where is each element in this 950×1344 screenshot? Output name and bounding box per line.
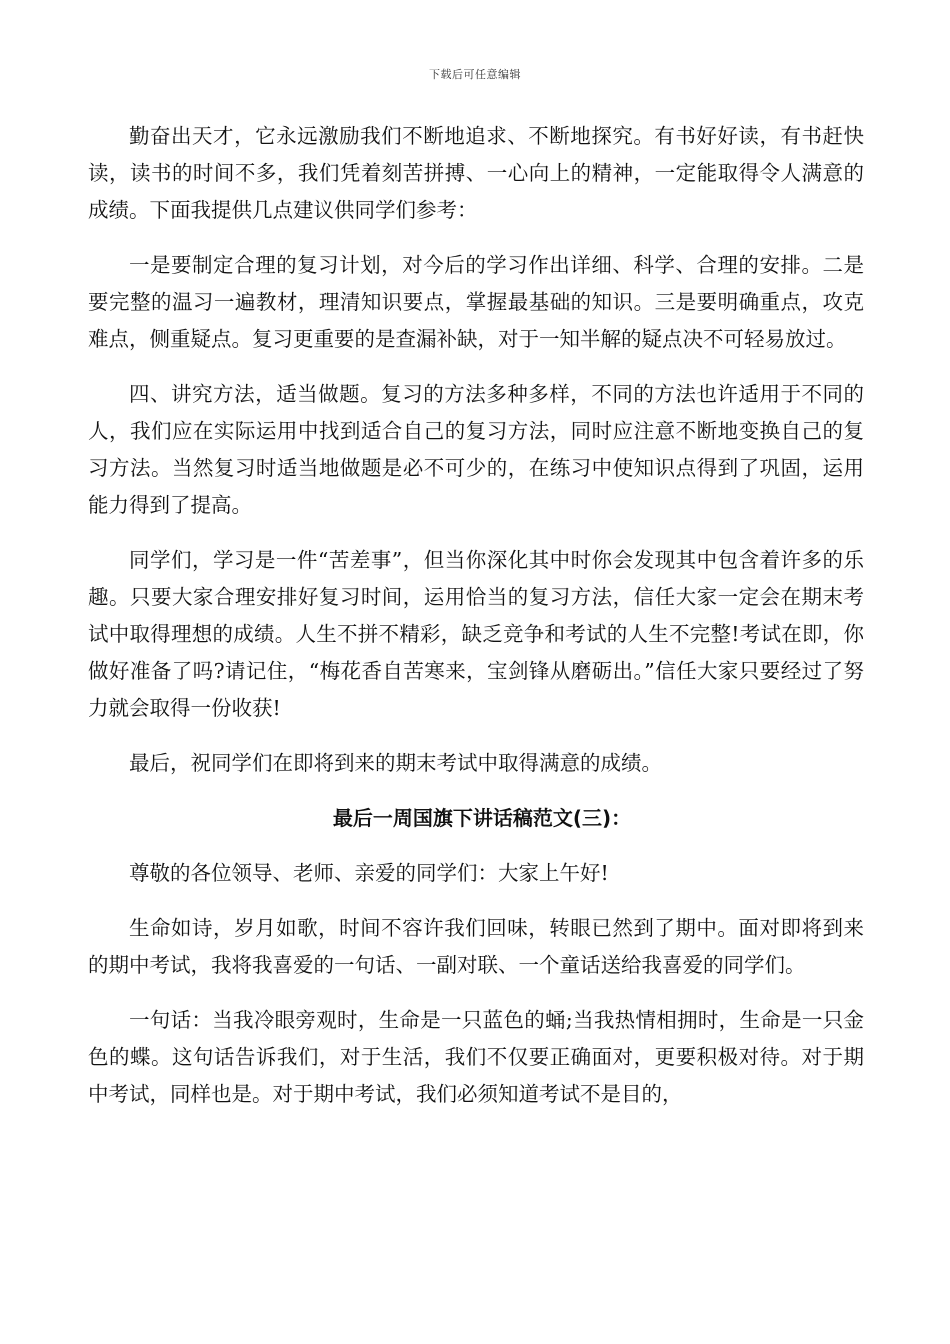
paragraph: 最后，祝同学们在即将到来的期末考试中取得满意的成绩。 <box>129 751 662 775</box>
section-heading: 最后一周国旗下讲话稿范文(三)： <box>332 806 632 830</box>
paragraph: 一句话：当我冷眼旁观时，生命是一只蓝色的蛹;当我热情相拥时，生命是一只金色的蝶。这句话告诉我们，对于生活，我们不仅要正确面对，更要积极对待。对于期中考试，同样也是。对于期中考试，我们必须知道考试不是目的， <box>88 1008 864 1106</box>
paragraph: 生命如诗，岁月如歌，时间不容许我们回味，转眼已然到了期中。面对即将到来的期中考试，我将我喜爱的一句话、一副对联、一个童话送给我喜爱的同学们。 <box>88 916 864 977</box>
paragraph: 尊敬的各位领导、老师、亲爱的同学们：大家上午好! <box>129 861 609 885</box>
paragraph: 同学们，学习是一件“苦差事”，但当你深化其中时你会发现其中包含着许多的乐趣。只要大家合理安排好复习时间，运用恰当的复习方法，信任大家一定会在期末考试中取得理想的成绩。人生不拼不精彩，缺乏竞争和考试的人生不完整!考试在即，你做好准备了吗?请记住，“梅花香自苦寒来，宝剑锋从磨砺出。”信任大家只要经过了努力就会取得一份收获! <box>88 548 864 720</box>
paragraph: 勤奋出天才，它永远激励我们不断地追求、不断地探究。有书好好读，有书赶快读，读书的时间不多，我们凭着刻苦拼搏、一心向上的精神，一定能取得令人满意的成绩。下面我提供几点建议供同学们参考： <box>88 124 864 222</box>
paragraph: 四、讲究方法，适当做题。复习的方法多种多样，不同的方法也许适用于不同的人，我们应在实际运用中找到适合自己的复习方法，同时应注意不断地变换自己的复习方法。当然复习时适当地做题是必不可少的，在练习中使知识点得到了巩固，运用能力得到了提高。 <box>88 382 864 517</box>
paragraph: 一是要制定合理的复习计划，对今后的学习作出详细、科学、合理的安排。二是要完整的温习一遍教材，理清知识要点，掌握最基础的知识。三是要明确重点，攻克难点，侧重疑点。复习更重要的是查漏补缺，对于一知半解的疑点决不可轻易放过。 <box>88 253 864 351</box>
document-body <box>88 118 864 1131</box>
page-header: 下载后可任意编辑 <box>429 68 521 81</box>
